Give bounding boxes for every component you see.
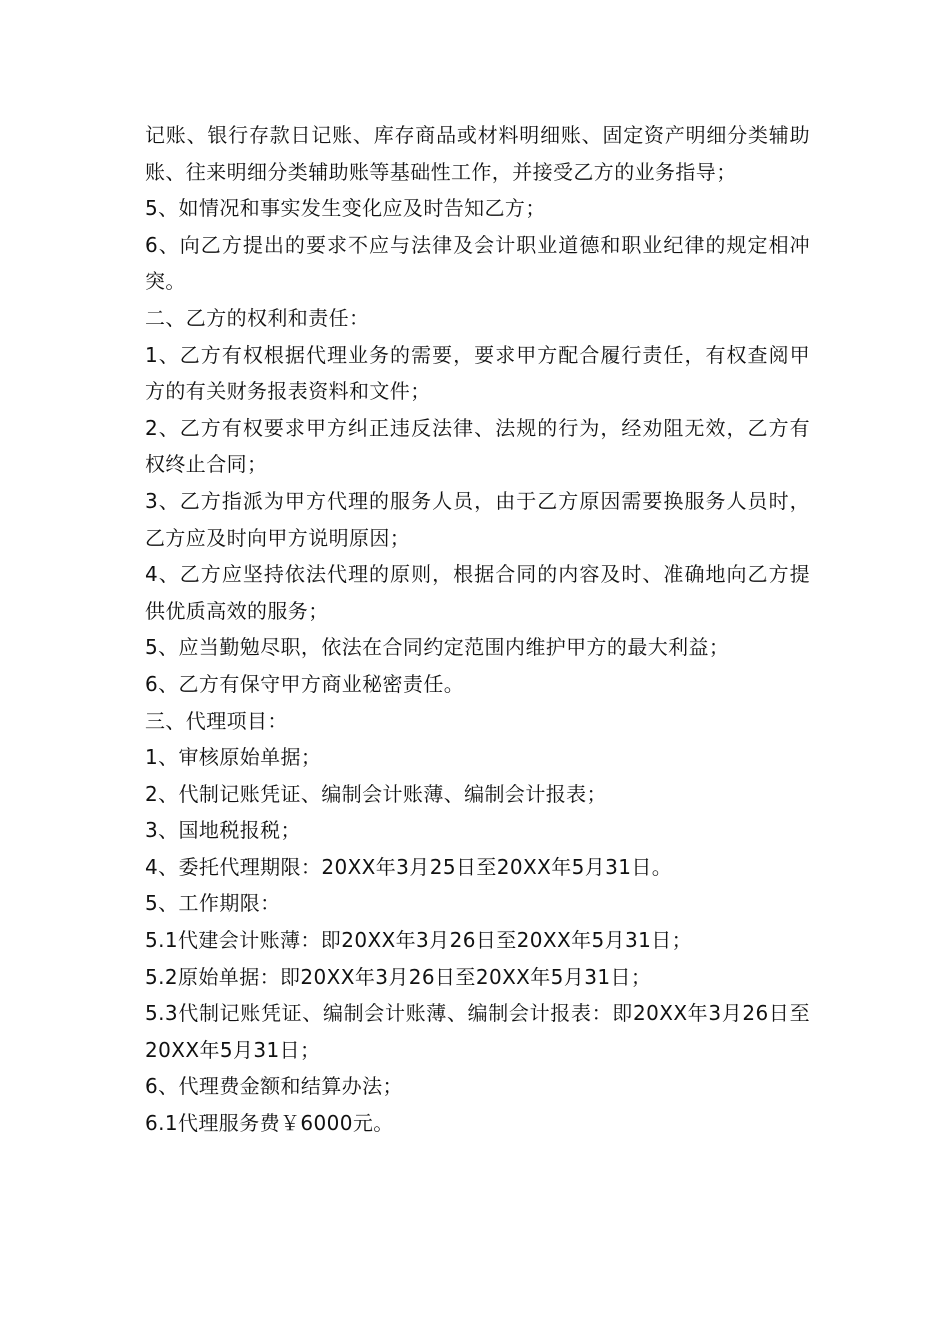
paragraph-7: 3、乙方指派为甲方代理的服务人员，由于乙方原因需要换服务人员时，乙方应及时向甲方说明原因； <box>145 488 810 550</box>
paragraph-19: 5.3代制记账凭证、编制会计账薄、编制会计报表：即20XX年3月26日至20XX年5月31日； <box>145 1001 810 1062</box>
paragraph-8: 4、乙方应坚持依法代理的原则，根据合同的内容及时、准确地向乙方提供优质高效的服务； <box>145 562 810 623</box>
paragraph-16: 5、工作期限： <box>145 891 281 916</box>
paragraph-21: 6.1代理服务费￥6000元。 <box>145 1111 394 1136</box>
paragraph-10: 6、乙方有保守甲方商业秘密责任。 <box>145 671 465 696</box>
paragraph-2: 5、如情况和事实发生变化应及时告知乙方； <box>145 196 546 221</box>
section-heading-2: 二、乙方的权利和责任： <box>145 305 370 330</box>
paragraph-13: 2、代制记账凭证、编制会计账薄、编制会计报表； <box>145 781 607 806</box>
section-heading-3: 三、代理项目： <box>145 708 288 733</box>
document-body <box>145 117 810 1142</box>
paragraph-14: 3、国地税报税； <box>145 818 301 843</box>
paragraph-20: 6、代理费金额和结算办法； <box>145 1074 403 1099</box>
paragraph-17: 5.1代建会计账薄：即20XX年3月26日至20XX年5月31日； <box>145 928 693 953</box>
paragraph-15: 4、委托代理期限：20XX年3月25日至20XX年5月31日。 <box>145 854 673 879</box>
paragraph-18: 5.2原始单据：即20XX年3月26日至20XX年5月31日； <box>145 964 652 989</box>
paragraph-9: 5、应当勤勉尽职，依法在合同约定范围内维护甲方的最大利益； <box>145 635 730 660</box>
paragraph-3: 6、向乙方提出的要求不应与法律及会计职业道德和职业纪律的规定相冲突。 <box>145 232 810 294</box>
paragraph-6: 2、乙方有权要求甲方纠正违反法律、法规的行为，经劝阻无效，乙方有权终止合同； <box>145 415 810 477</box>
paragraph-1: 记账、银行存款日记账、库存商品或材料明细账、固定资产明细分类辅助账、往来明细分类辅助账等基础性工作，并接受乙方的业务指导； <box>145 123 810 184</box>
paragraph-12: 1、审核原始单据； <box>145 745 322 770</box>
paragraph-5: 1、乙方有权根据代理业务的需要，要求甲方配合履行责任，有权查阅甲方的有关财务报表资料和文件； <box>145 342 810 404</box>
